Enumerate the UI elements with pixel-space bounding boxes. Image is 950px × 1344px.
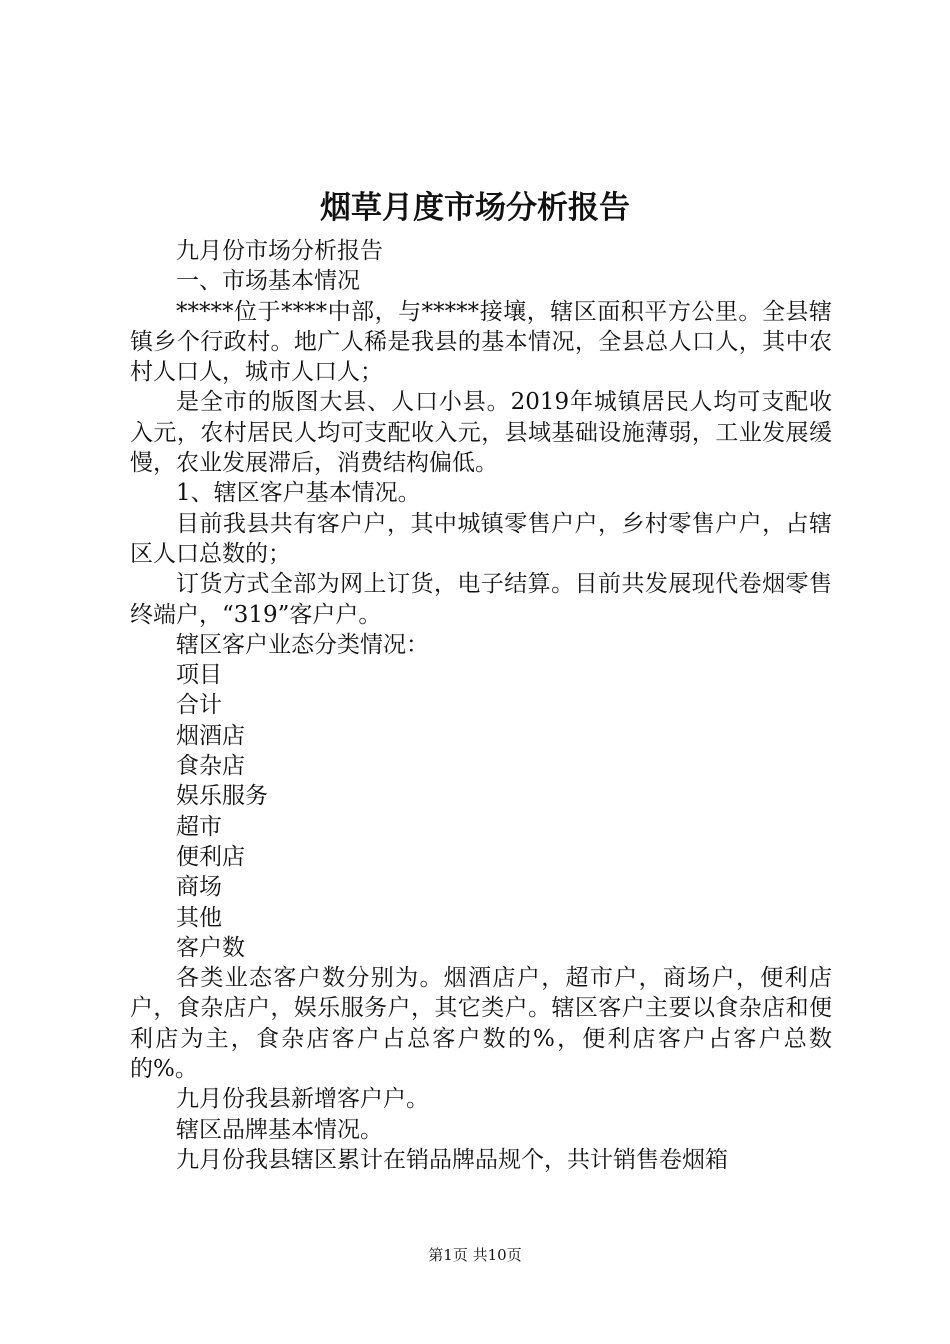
- list-item: 商场: [176, 874, 222, 901]
- list-item: 烟酒店: [176, 722, 245, 749]
- paragraph-ordering: 订货方式全部为网上订货，电子结算。目前共发展现代卷烟零售终端户，“319”客户户。: [130, 571, 832, 628]
- list-item: 娱乐服务: [176, 783, 268, 810]
- paragraph-new-customers: 九月份我县新增客户户。: [176, 1086, 429, 1113]
- list-item: 项目: [176, 662, 222, 689]
- document-body: [130, 236, 832, 1175]
- paragraph-location: *****位于****中部，与*****接壤，辖区面积平方公里。全县辖镇乡个行政村。地广人稀是我县的基本情况，全县总人口人，其中农村人口人，城市人口人；: [130, 298, 832, 386]
- paragraph-customer-count: 目前我县共有客户户，其中城镇零售户户，乡村零售户户，占辖区人口总数的；: [130, 510, 832, 567]
- paragraph-report-heading: 九月份市场分析报告: [176, 238, 383, 264]
- list-item: 便利店: [176, 843, 245, 870]
- paragraph-category-summary: 各类业态客户数分别为。烟酒店户，超市户，商场户，便利店户，食杂店户，娱乐服务户，其它类户。辖区客户主要以食杂店和便利店为主，食杂店客户占总客户数的%，便利店客户占客户总数的%。: [130, 965, 832, 1083]
- list-item: 超市: [176, 813, 222, 840]
- page-number-footer: 第1页 共10页: [428, 1246, 522, 1264]
- list-item: 食杂店: [176, 753, 245, 780]
- list-item: 合计: [176, 692, 222, 719]
- list-item: 客户数: [176, 934, 245, 961]
- paragraph-customer-heading: 1、辖区客户基本情况。: [176, 480, 421, 507]
- list-item: 其他: [176, 904, 222, 931]
- paragraph-category-intro: 辖区客户业态分类情况：: [176, 631, 429, 658]
- document-title: 烟草月度市场分析报告: [320, 190, 630, 226]
- paragraph-brand-heading: 辖区品牌基本情况。: [176, 1116, 383, 1143]
- paragraph-section-heading: 一、市场基本情况: [176, 268, 360, 295]
- paragraph-brand-sales: 九月份我县辖区累计在销品牌品规个，共计销售卷烟箱: [176, 1146, 728, 1173]
- paragraph-income: 是全市的版图大县、人口小县。2019年城镇居民人均可支配收入元，农村居民人均可支配收入元，县域基础设施薄弱，工业发展缓慢，农业发展滞后，消费结构偏低。: [130, 389, 832, 477]
